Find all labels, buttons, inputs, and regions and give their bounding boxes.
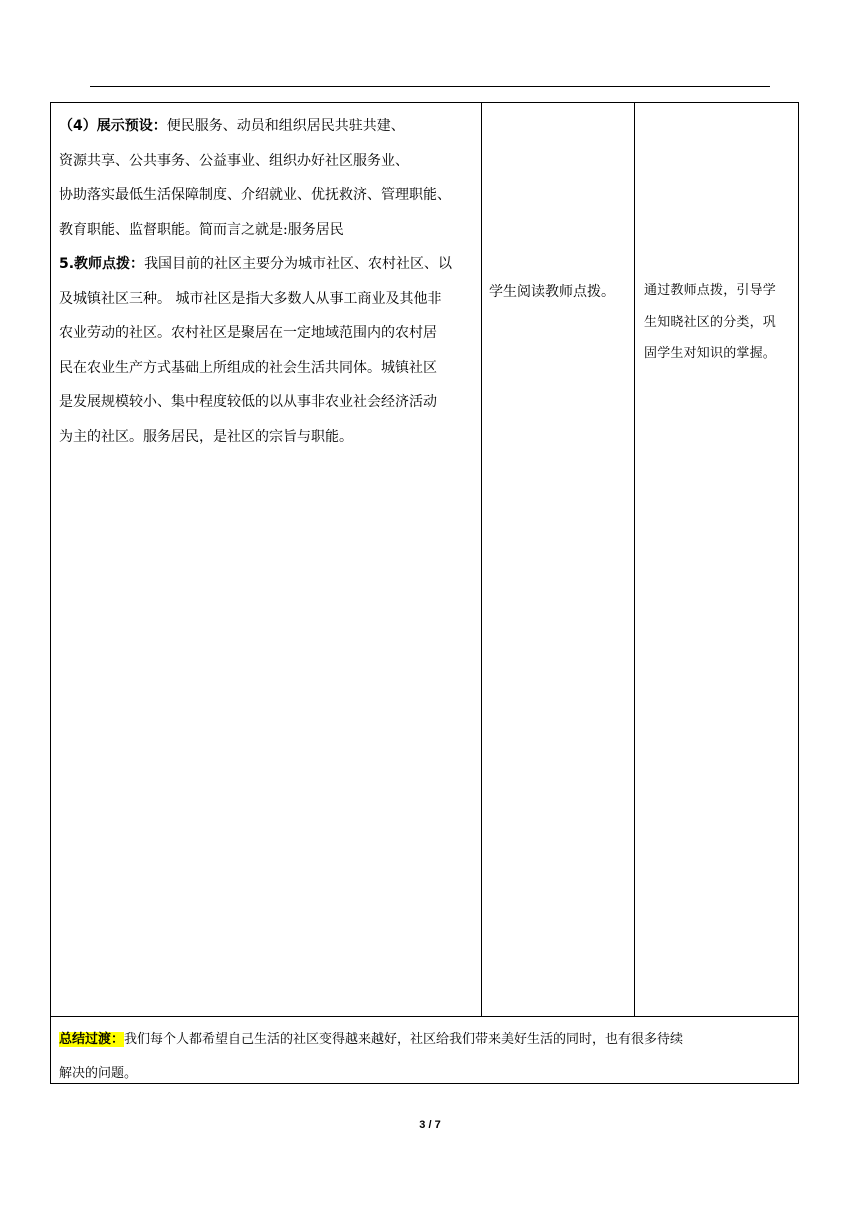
design-intent-cell <box>644 275 794 370</box>
summary-label: 总结过渡： <box>59 1032 125 1047</box>
summary-cell <box>59 1023 794 1091</box>
preset-line: 教育职能、监督职能。简而言之就是:服务居民 <box>59 221 344 238</box>
guide-line: 农业劳动的社区。农村社区是聚居在一定地域范围内的农村居 <box>59 325 437 341</box>
guide-line: 及城镇社区三种。 城市社区是指大多数人从事工商业及其他非 <box>59 290 442 307</box>
column-divider-2 <box>634 103 635 1016</box>
summary-text: 解决的问题。 <box>59 1066 138 1081</box>
summary-text: 我们每个人都希望自己生活的社区变得越来越好，社区给我们带来美好生活的同时，也有很多待续 <box>124 1032 684 1047</box>
preset-line: 协助落实最低生活保障制度、介绍就业、优抚救济、管理职能、 <box>59 187 451 203</box>
intent-line: 通过教师点拨，引导学 <box>644 283 777 298</box>
preset-line: 便民服务、动员和组织居民共驻共建、 <box>166 118 405 134</box>
page-number: 3 / 7 <box>419 1119 441 1131</box>
guide-line: 我国目前的社区主要分为城市社区、农村社区、以 <box>144 256 453 272</box>
student-activity-cell: 学生阅读教师点拨。 <box>489 284 615 300</box>
guide-line: 为主的社区。服务居民，是社区的宗旨与职能。 <box>59 428 353 445</box>
guide-line: 是发展规模较小、集中程度较低的以从事非农业社会经济活动 <box>59 394 437 410</box>
header-rule <box>90 86 770 87</box>
row-divider <box>51 1016 798 1017</box>
column-divider-1 <box>481 103 482 1016</box>
teacher-guide-label: 5.教师点拨： <box>59 256 145 272</box>
teacher-activity-cell <box>59 109 477 454</box>
preset-line: 资源共享、公共事务、公益事业、组织办好社区服务业、 <box>59 152 409 169</box>
intent-line: 固学生对知识的掌握。 <box>644 346 777 361</box>
intent-line: 生知晓社区的分类，巩 <box>644 314 777 330</box>
lesson-table <box>50 102 799 1084</box>
guide-line: 民在农业生产方式基础上所组成的社会生活共同体。城镇社区 <box>59 359 437 376</box>
preset-label: （4）展示预设： <box>59 118 167 134</box>
